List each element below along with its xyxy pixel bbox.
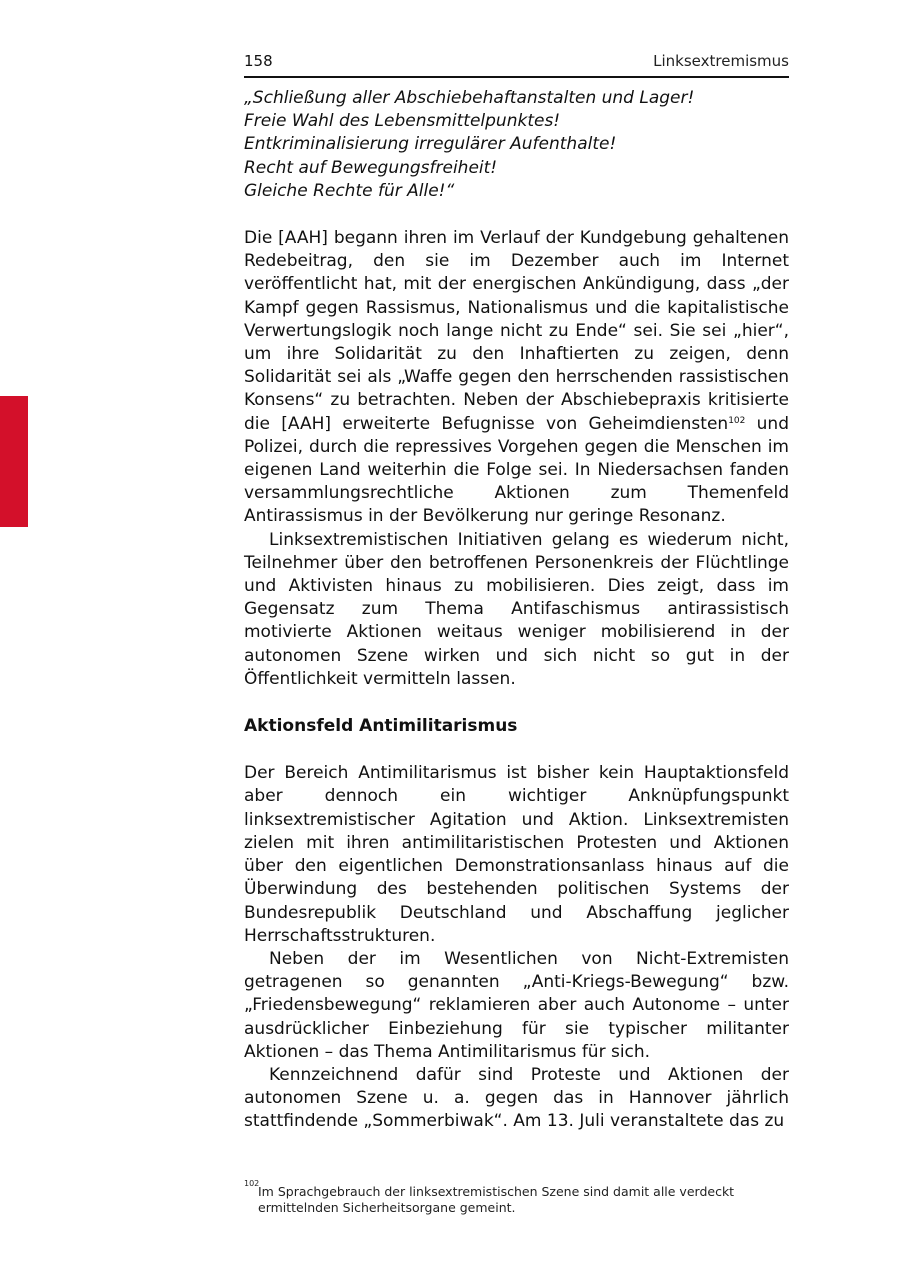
quote-line: Entkriminalisierung irregulärer Aufenthalte! bbox=[244, 134, 617, 155]
slogan-quote bbox=[244, 87, 789, 203]
paragraph: Linksextremistischen Initiativen gelang es wiederum nicht, Teilnehmer über den betroffenen Personenkreis der Flüchtlinge und Aktivisten hinaus zu mobilisieren. Dies zeigt, dass im Gegensatz zum Thema Antifaschismus antirassistisch motivierte Aktionen weitaus weniger mobilisierend in der autonomen Szene wirken und sich nicht so gut in der Öffentlichkeit vermitteln lassen. bbox=[244, 529, 789, 689]
quote-line: Freie Wahl des Lebensmittelpunktes! bbox=[244, 111, 561, 132]
section-heading: Aktionsfeld Antimilitarismus bbox=[244, 716, 518, 737]
quote-line: Gleiche Rechte für Alle!“ bbox=[244, 180, 455, 201]
quote-line: „Schließung aller Abschiebehaftanstalten und Lager! bbox=[244, 88, 695, 108]
footnote-number: 102 bbox=[244, 1179, 260, 1188]
paragraph-text: Die [AAH] begann ihren im Verlauf der Kundgebung gehaltenen Redebeitrag, den sie im Dezember auch im Internet veröffentlicht hat, mit der energischen Ankündigung, dass „der Kampf gegen Rassismus, Nationalismus und die kapitalistische Verwertungslogik noch lange nicht zu Ende“ sei. Sie sei „hier“, um ihre Solidarität zu den Inhaftierten zu zeigen, denn Solidarität sei als „Waffe gegen den herrschenden rassistischen Konsens“ zu betrachten. Neben der Abschiebepraxis kritisierte die [AAH] erweiterte Befugnisse von Geheimdiensten bbox=[244, 228, 789, 434]
running-head: Linksextremismus bbox=[653, 52, 789, 70]
paragraph: Kennzeichnend dafür sind Proteste und Aktionen der autonomen Szene u. a. gegen das in Hannover jährlich stattfindende „Sommerbiwak“. Am 13. Juli veranstaltete das zu bbox=[244, 1064, 789, 1132]
paragraph-text: und Polizei, durch die repressives Vorgehen gegen die Menschen im eigenen Land weiterhin die Folge sei. In Niedersachsen fanden versammlungsrechtliche Aktionen zum Themenfeld Antirassismus in der Bevölkerung nur geringe Resonanz. bbox=[244, 413, 789, 527]
footnote-text: Im Sprachgebrauch der linksextremistischen Szene sind damit alle verdeckt ermittelnden Sicherheitsorgane gemeint. bbox=[258, 1184, 735, 1215]
page-number: 158 bbox=[244, 52, 273, 70]
footnote-reference: 102 bbox=[728, 415, 746, 426]
chapter-marker-tab bbox=[0, 396, 28, 527]
footnote bbox=[244, 1179, 789, 1216]
body-text bbox=[244, 87, 789, 1134]
quote-line: Recht auf Bewegungsfreiheit! bbox=[244, 157, 498, 178]
page-header bbox=[244, 52, 789, 78]
paragraph: Neben der im Wesentlichen von Nicht-Extremisten getragenen so genannten „Anti-Kriegs-Bewegung“ bzw. „Friedensbewegung“ reklamieren aber auch Autonome – unter ausdrücklicher Einbeziehung für sie typischer militanter Aktionen – das Thema Antimilitarismus für sich. bbox=[244, 948, 789, 1062]
paragraph: Der Bereich Antimilitarismus ist bisher kein Hauptaktionsfeld aber dennoch ein wichtiger Anknüpfungspunkt linksextremistischer Agitation und Aktion. Linksextremisten zielen mit ihren antimilitaristischen Protesten und Aktionen über den eigentlichen Demonstrationsanlass hinaus auf die Überwindung des bestehenden politischen Systems der Bundesrepublik Deutschland und Abschaffung jeglicher Herrschaftsstrukturen. bbox=[244, 763, 789, 946]
paragraph bbox=[244, 227, 789, 529]
